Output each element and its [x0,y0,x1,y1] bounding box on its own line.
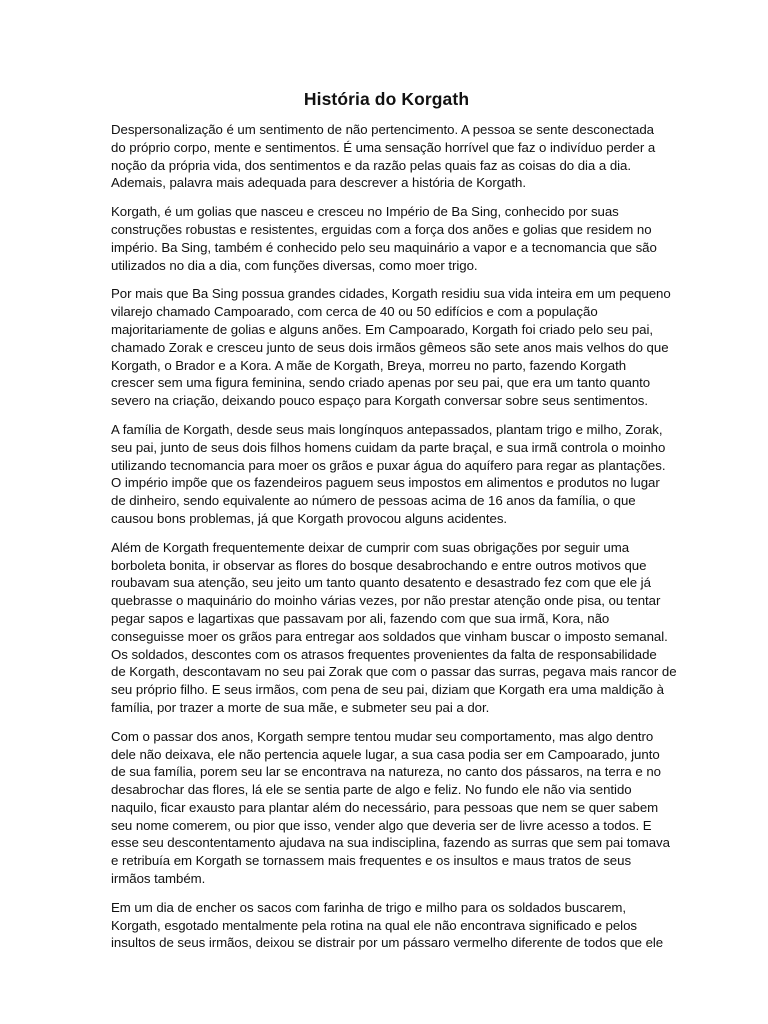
text-line: naquilo, ficar exausto para plantar além do necessário, para pessoas que nem se quer sabem [111,799,659,815]
text-line: de sua família, porem seu lar se encontrava na natureza, no canto dos pássaros, na terra e no [111,764,661,780]
text-line: majoritariamente de golias e alguns anões. Em Campoarado, Korgath foi criado pelo seu pai, [111,321,654,337]
text-line: chamado Zorak e cresceu junto de seus dois irmãos gêmeos são sete anos mais velhos do que [111,339,669,355]
text-line: Com o passar dos anos, Korgath sempre tentou mudar seu comportamento, mas algo dentro [111,728,654,744]
text-line: borboleta bonita, ir observar as flores do bosque desabrochando e entre outros motivos que [111,557,647,573]
text-line: A família de Korgath, desde seus mais longínquos antepassados, plantam trigo e milho, Zorak, [111,421,663,437]
text-line: crescer sem uma figura feminina, sendo criado apenas por seu pai, que era um tanto quanto [111,375,651,391]
text-line: severo na criação, deixando pouco espaço para Korgath conversar sobre seus sentimentos. [111,393,649,409]
text-line: quebrasse o maquinário do moinho várias vezes, por não prestar atenção onde pisa, ou tentar [111,593,661,609]
paragraph-7 [111,899,664,952]
paragraph-4 [111,421,666,528]
text-line: Korgath, esgotado mentalmente pela rotina na qual ele não encontrava significado e pelos [111,917,637,933]
text-line: Korgath, o Brador e a Kora. A mãe de Korgath, Breya, morreu no parto, fazendo Korgath [111,357,627,373]
paragraph-1 [111,121,658,192]
paragraph-2 [111,203,658,274]
text-line: Por mais que Ba Sing possua grandes cidades, Korgath residiu sua vida inteira em um pequeno [111,286,671,302]
paragraph-6 [111,728,670,888]
text-line: de Korgath, descontavam no seu pai Zorak que com o passar das surras, pegava mais rancor de [111,664,677,680]
text-line: Em um dia de encher os sacos com farinha de trigo e milho para os soldados buscarem, [111,899,627,915]
text-line: Além de Korgath frequentemente deixar de cumprir com suas obrigações por seguir uma [111,539,630,555]
text-line: desabrochar das flores, lá ele se sentia parte de algo e feliz. No fundo ele não via sentido [111,782,632,798]
text-line: vilarejo chamado Campoarado, com cerca de 40 ou 50 edifícios e com a população [111,304,598,320]
text-line: O império impõe que os fazendeiros paguem seus impostos em alimentos e produtos no lugar [111,475,660,491]
text-line: do próprio corpo, mente e sentimentos. É uma sensação horrível que faz o indivíduo perder a [111,139,656,155]
text-line: roubavam sua atenção, seu jeito um tanto quanto desatento e desastrado fez com que ele já [111,575,651,591]
text-line: conseguisse moer os grãos para entregar aos soldados que vinham buscar o imposto semanal. [111,628,668,644]
text-line: construções robustas e resistentes, erguidas com a força dos anões e golias que residem no [111,221,652,237]
text-line: Korgath, é um golias que nasceu e cresceu no Império de Ba Sing, conhecido por suas [111,204,619,220]
text-line: utilizando tecnomancia para moer os grãos e puxar água do aquífero para regar as plantações. [111,457,666,473]
text-line: insultos de seus irmãos, deixou se distrair por um pássaro vermelho diferente de todos que ele [111,935,664,951]
text-line: de dinheiro, sendo equivalente ao número de pessoas acima de 16 anos da família, o que [111,493,636,509]
text-line: seu próprio filho. E seus irmãos, com pena de seu pai, diziam que Korgath era uma maldição à [111,682,664,698]
text-line: seu pai, junto de seus dois filhos homens cuidam da parte braçal, e sua irmã controla o moinho [111,439,666,455]
text-line: esse seu descontentamento ajudava na sua indisciplina, fazendo as surras que sem pai tomava [111,835,670,851]
text-line: Os soldados, descontes com os atrasos frequentes provenientes da falta de responsabilidade [111,646,657,662]
text-line: família, por trazer a morte de sua mãe, e submeter seu pai a dor. [111,699,490,715]
text-line: causou bons problemas, já que Korgath provocou alguns acidentes. [111,510,508,526]
text-line: Despersonalização é um sentimento de não pertencimento. A pessoa se sente desconectada [111,122,654,137]
text-line: seu nome comerem, ou pior que isso, vender algo que deveria ser de livre acesso a todos. E [111,817,652,833]
document-title: História do Korgath [303,89,470,109]
paragraph-5 [111,539,677,717]
paragraph-3 [111,285,671,410]
text-line: irmãos também. [111,871,206,887]
document-page [111,86,677,963]
text-line: pegar sapos e lagartixas que passavam por ali, fazendo com que sua irmã, Kora, não [111,610,610,626]
text-line: noção da própria vida, dos sentimentos e da razão pelas quais faz as coisas do dia a dia. [111,157,631,173]
text-line: império. Ba Sing, também é conhecido pelo seu maquinário a vapor e a tecnomancia que são [111,239,657,255]
text-line: dele não deixava, ele não pertencia aquele lugar, a sua casa podia ser em Campoarado, junto [111,746,660,762]
text-line: Ademais, palavra mais adequada para descrever a história de Korgath. [111,175,526,191]
text-line: e retribuía em Korgath se tornassem mais frequentes e os insultos e maus tratos de seus [111,853,632,869]
text-line: utilizados no dia a dia, com funções diversas, como moer trigo. [111,257,478,273]
